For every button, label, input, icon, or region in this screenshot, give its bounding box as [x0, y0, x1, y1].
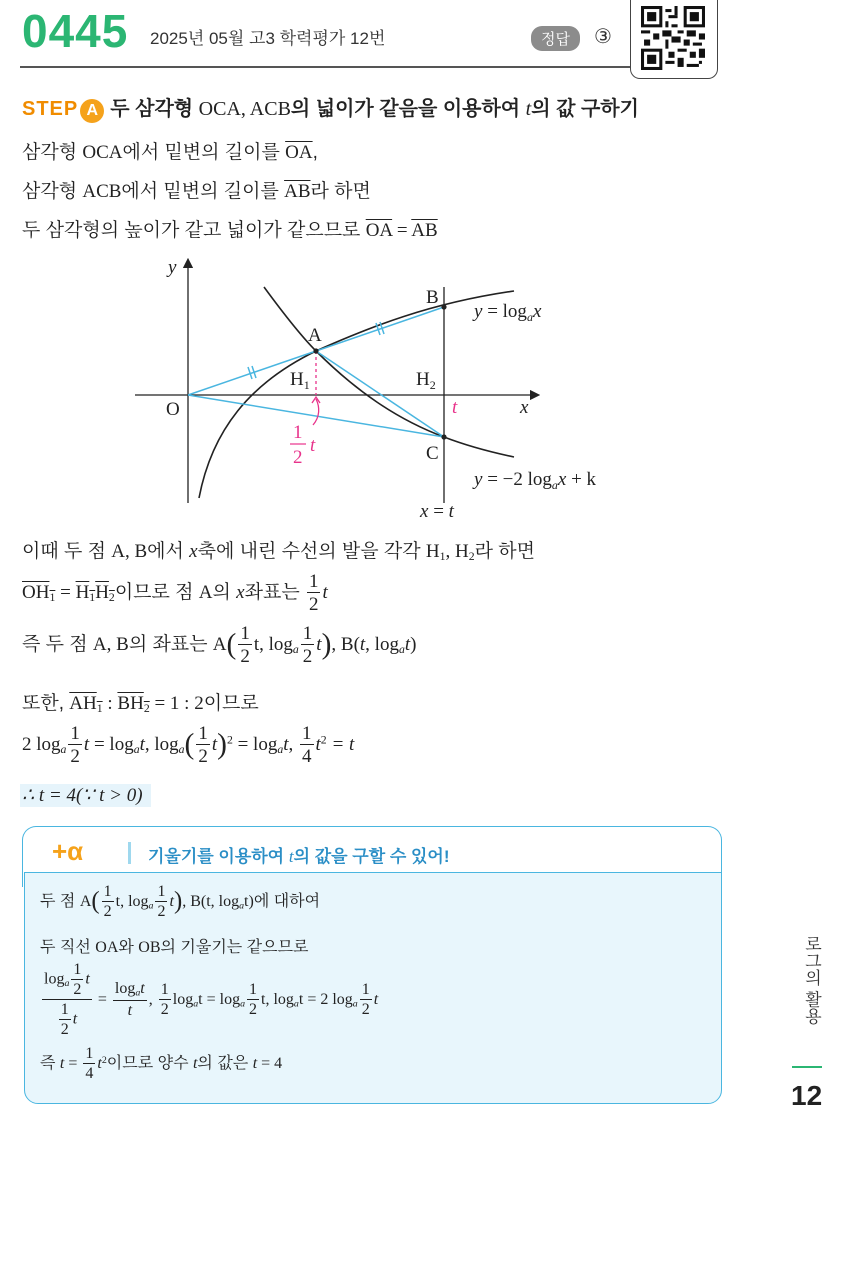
tip-line-1: 두 점 A( $\frac{1}{2}$ t, $\log_a$ $\frac{1}{2}$ t), B(t, $\log_at$)에 대하여 — [40, 883, 321, 920]
tip-line-2: 두 직선 OA와 OB의 기울기는 같으므로 — [40, 939, 309, 956]
label-half-t: t — [310, 435, 316, 456]
label-C: C — [426, 443, 439, 464]
intro-line-1: 삼각형 OCA에서 밑변의 길이를 $\overline{OA}$, — [22, 142, 318, 163]
tip-line-3: $\log_a$ $\frac{1}{2}$ t $\frac{1}{2}$ t = $\frac{\log_at}{t}$ , $\frac{1}{2}$ $\log_at = \log_a$ $\frac{1}{2}$ t, $\log_at = 2$ $\log_a$ $\frac{1}{2}$ t — [44, 961, 379, 1038]
segment-AB — [316, 307, 444, 351]
tip-line-4: 즉 t = $\frac{1}{4}$ $t^2$이므로 양수 t의 값은 t = 4 — [40, 1045, 283, 1082]
body-line-1: 이때 두 점 A, B에서 x축에 내린 수선의 발을 각각 $H_1$, $H_2$라 하면 — [22, 541, 535, 563]
label-origin: O — [166, 399, 180, 420]
body-line-5: 2 $\log_a$ $\frac{1}{2}$ $t = \log_at$, $\log_a$( $\frac{1}{2}$ $t)^2 = \log_at$, $\frac{1}{4}$ $t^2 = t$ — [22, 723, 355, 767]
point-A — [313, 348, 318, 353]
label-curve-neg-log: y = −2 $\log_ax + k$ — [474, 469, 597, 492]
problem-source: 2025년 05월 고3 학력평가 12번 — [150, 29, 386, 48]
plus-alpha-icon: +α — [52, 836, 84, 866]
body-line-3: 즉 두 점 A, B의 좌표는 A( $\frac{1}{2}$ t, $\log_a$ $\frac{1}{2}$ t), B(t, $\log_at$) — [22, 623, 417, 667]
side-divider — [792, 1066, 822, 1068]
label-H2: $H_2$ — [416, 369, 436, 392]
tip-title: 기울기를 이용하여 t의 값을 구할 수 있어! — [148, 847, 450, 866]
label-A: A — [308, 325, 322, 346]
label-x-axis: x — [520, 397, 529, 418]
step-label: STEP — [22, 98, 79, 120]
segment-OC — [188, 395, 444, 437]
step-title-4: t — [525, 98, 532, 120]
intro-line-2: 삼각형 ACB에서 밑변의 길이를 $\overline{AB}$라 하면 — [22, 181, 371, 202]
page-number: 12 — [791, 1080, 823, 1111]
point-C — [441, 434, 446, 439]
header-divider — [20, 66, 630, 68]
label-H1: $H_1$ — [290, 369, 310, 392]
point-B — [441, 304, 446, 309]
label-y-axis: y — [168, 257, 177, 278]
label-curve-log: $y = \log_ax$ — [474, 301, 542, 324]
step-letter: A — [80, 99, 104, 123]
step-title-1: 두 삼각형 — [110, 98, 199, 120]
label-half-num: 1 — [293, 422, 303, 443]
chapter-side-label: 로그의 활용 — [802, 935, 821, 1025]
log-graph — [130, 255, 670, 523]
answer-value: ③ — [594, 26, 612, 48]
step-heading — [22, 92, 639, 123]
step-title-3: 의 넓이가 같음을 이용하여 — [290, 98, 526, 120]
qr-box — [630, 0, 718, 79]
label-half-den: 2 — [293, 447, 303, 468]
segment-AC — [316, 351, 444, 437]
body-line-2: $OH_1 = H_1H_2$이므로 점 A의 x좌표는 $\frac{1}{2}$ t — [22, 571, 328, 615]
step-title-5: 의 값 구하기 — [531, 98, 639, 120]
label-B: B — [426, 287, 439, 308]
tip-divider — [128, 842, 131, 864]
intro-line-3: 두 삼각형의 높이가 같고 넓이가 같으므로 $\overline{OA} = \overline{AB}$ — [22, 220, 438, 241]
label-t: t — [452, 397, 458, 418]
step-title-2: OCA, ACB — [198, 98, 291, 120]
pointer-arrow — [313, 399, 319, 425]
body-conclusion: ∴ t = 4(∵ t > 0) — [20, 784, 151, 807]
qr-code-icon[interactable] — [641, 6, 705, 70]
answer-badge: 정답 — [531, 26, 580, 51]
body-line-4: 또한, $AH_1$ : $BH_2 = 1$ : 2이므로 — [22, 693, 259, 715]
problem-number: 0445 — [22, 5, 129, 57]
label-vertical-line: x = t — [420, 501, 454, 522]
